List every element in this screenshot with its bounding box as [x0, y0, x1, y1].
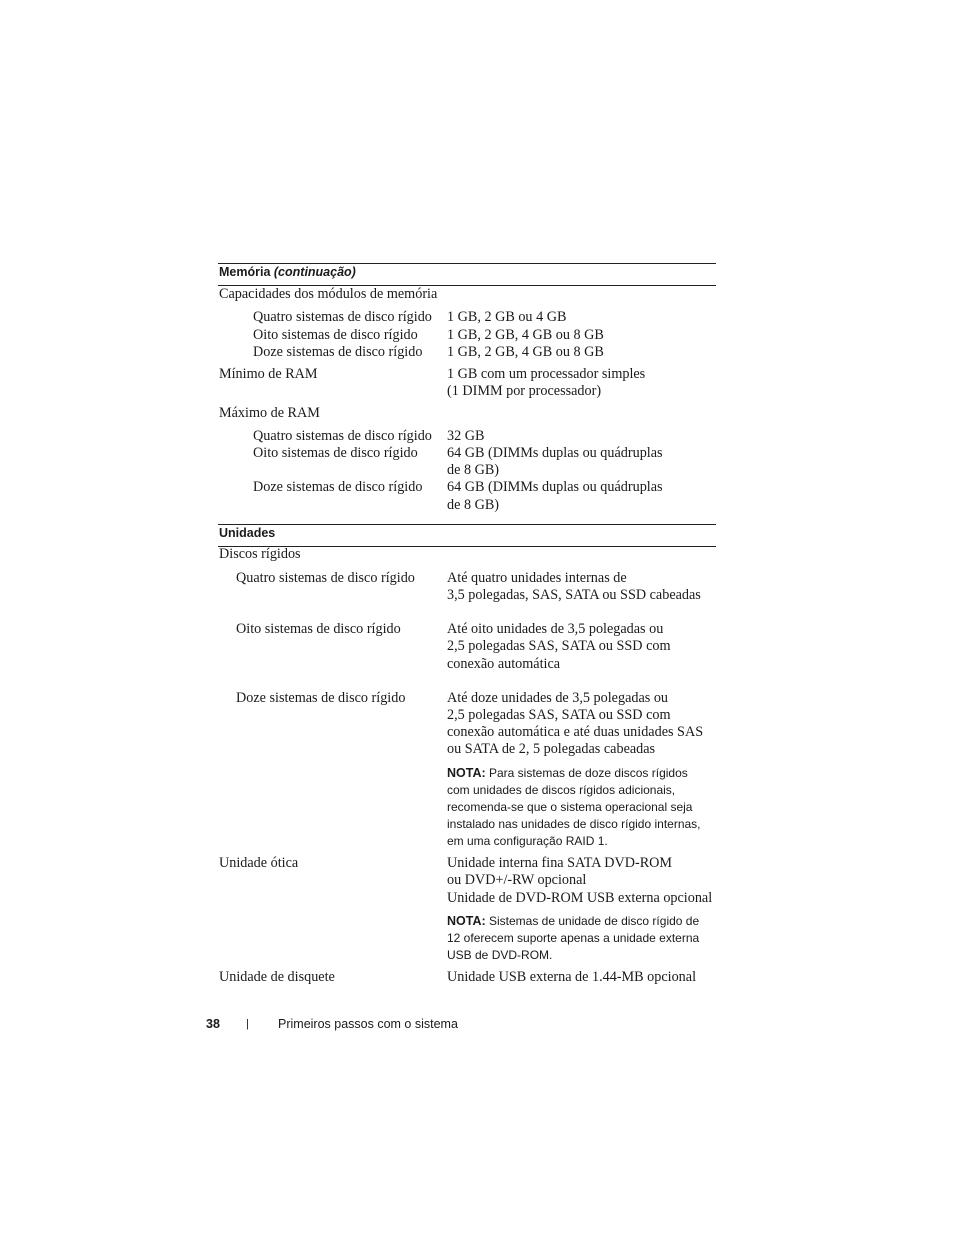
max-ram-row-value: 64 GB (DIMMs duplas ou quádruplas: [447, 479, 663, 495]
hard-drive-row-label: Doze sistemas de disco rígido: [236, 690, 406, 706]
note-label: NOTA:: [447, 914, 486, 928]
optical-drive-value: ou DVD+/-RW opcional: [447, 872, 587, 888]
capacity-row-value: 1 GB, 2 GB ou 4 GB: [447, 309, 567, 325]
footer-separator: |: [246, 1018, 249, 1030]
optical-drive-label: Unidade ótica: [219, 855, 299, 871]
hard-drive-row-value: Até doze unidades de 3,5 polegadas ou: [447, 690, 669, 706]
diskette-drive-value: Unidade USB externa de 1.44-MB opcional: [447, 969, 697, 985]
max-ram-label: Máximo de RAM: [219, 405, 320, 421]
max-ram-row-value: 32 GB: [447, 428, 485, 444]
optical-drive-note: [447, 913, 719, 964]
min-ram-value-line: 1 GB com um processador simples: [447, 366, 646, 382]
hard-drives-label: Discos rígidos: [219, 546, 301, 562]
note-text-line: 12 oferecem suporte apenas a unidade externa: [447, 931, 700, 945]
note-text-line: USB de DVD-ROM.: [447, 948, 553, 962]
memory-section-header: [219, 264, 356, 280]
note-text-line: em uma configuração RAID 1.: [447, 834, 608, 848]
hard-drive-note: [447, 765, 719, 850]
note-text-line: instalado nas unidades de disco rígido internas,: [447, 817, 701, 831]
optical-drive-value: Unidade interna fina SATA DVD-ROM: [447, 855, 673, 871]
note-text-line: com unidades de discos rígidos adicionais,: [447, 783, 676, 797]
capacity-row-label: Quatro sistemas de disco rígido: [253, 309, 432, 325]
memory-header-continuation: (continuação): [273, 265, 356, 279]
diskette-drive-label: Unidade de disquete: [219, 969, 335, 985]
drives-section-header: Unidades: [219, 526, 276, 540]
hard-drive-row-value: Até quatro unidades internas de: [447, 570, 627, 586]
note-text-line: Para sistemas de doze discos rígidos: [489, 766, 688, 780]
optical-drive-value: Unidade de DVD-ROM USB externa opcional: [447, 890, 713, 906]
min-ram-value-line: (1 DIMM por processador): [447, 383, 602, 399]
footer-title: Primeiros passos com o sistema: [278, 1017, 458, 1031]
max-ram-row-label: Oito sistemas de disco rígido: [253, 445, 418, 461]
note-text-line: recomenda-se que o sistema operacional seja: [447, 800, 693, 814]
hard-drive-row-label: Quatro sistemas de disco rígido: [236, 570, 415, 586]
note-text-line: Sistemas de unidade de disco rígido de: [489, 914, 700, 928]
max-ram-row-value: de 8 GB): [447, 462, 500, 478]
hard-drive-row-value: ou SATA de 2, 5 polegadas cabeadas: [447, 741, 656, 757]
capacity-row-value: 1 GB, 2 GB, 4 GB ou 8 GB: [447, 327, 604, 343]
capacity-row-label: Doze sistemas de disco rígido: [253, 344, 423, 360]
hard-drive-row-value: conexão automática: [447, 656, 561, 672]
module-capacities-label: Capacidades dos módulos de memória: [219, 286, 438, 302]
hard-drive-row-value: conexão automática e até duas unidades SAS: [447, 724, 704, 740]
page-number: 38: [206, 1017, 220, 1031]
hard-drive-row-value: Até oito unidades de 3,5 polegadas ou: [447, 621, 664, 637]
max-ram-row-value: de 8 GB): [447, 497, 500, 513]
hard-drive-row-value: 2,5 polegadas SAS, SATA ou SSD com: [447, 638, 671, 654]
note-label: NOTA:: [447, 766, 486, 780]
hard-drive-row-value: 2,5 polegadas SAS, SATA ou SSD com: [447, 707, 671, 723]
max-ram-row-value: 64 GB (DIMMs duplas ou quádruplas: [447, 445, 663, 461]
capacity-row-label: Oito sistemas de disco rígido: [253, 327, 418, 343]
hard-drive-row-label: Oito sistemas de disco rígido: [236, 621, 401, 637]
capacity-row-value: 1 GB, 2 GB, 4 GB ou 8 GB: [447, 344, 604, 360]
hard-drive-row-value: 3,5 polegadas, SAS, SATA ou SSD cabeadas: [447, 587, 701, 603]
max-ram-row-label: Doze sistemas de disco rígido: [253, 479, 423, 495]
min-ram-label: Mínimo de RAM: [219, 366, 318, 382]
max-ram-row-label: Quatro sistemas de disco rígido: [253, 428, 432, 444]
drives-top-rule: [218, 524, 716, 525]
memory-header-title: Memória: [219, 265, 271, 279]
